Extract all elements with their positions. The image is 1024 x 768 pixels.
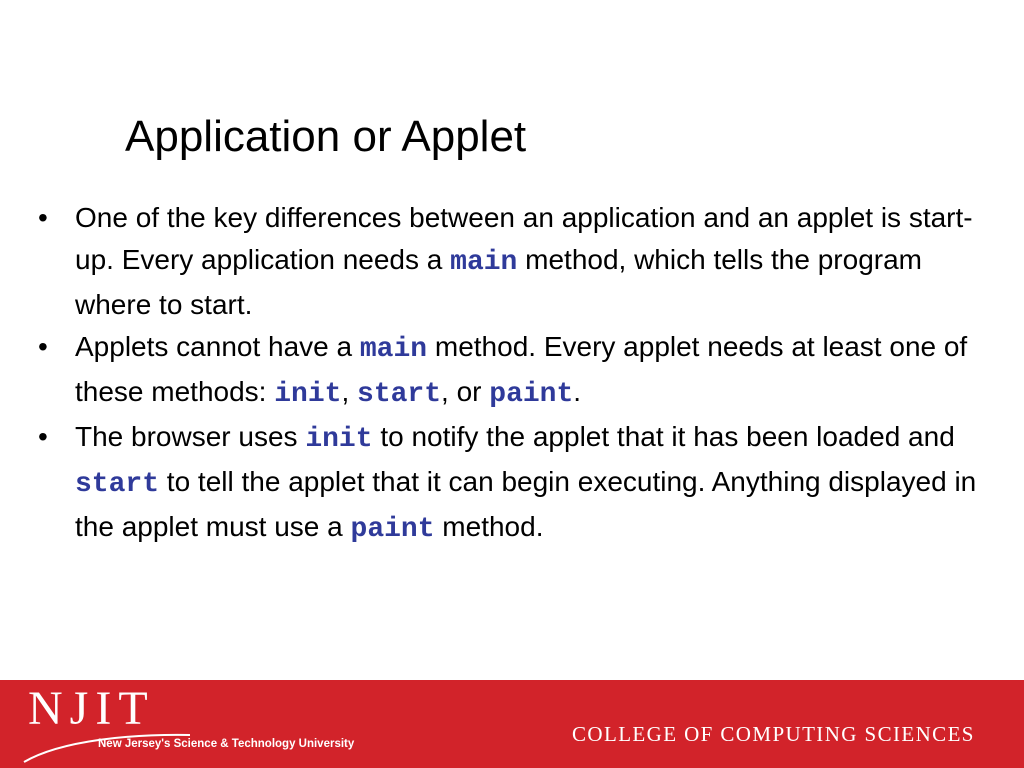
njit-logo: NJIT xyxy=(28,682,155,735)
university-tagline: New Jersey's Science & Technology University xyxy=(98,738,355,750)
bullet-item xyxy=(38,197,988,326)
bullet-list xyxy=(38,197,988,551)
bullet-dot-icon: • xyxy=(38,421,48,452)
bullet-text: The browser uses init to notify the applet that it has been loaded and start to tell the applet that it can begin executing. Anything displayed in the applet must use a paint method. xyxy=(75,421,977,545)
code-keyword-main: main xyxy=(359,334,428,365)
slide-title: Application or Applet xyxy=(125,112,527,161)
code-keyword-init: init xyxy=(305,424,373,455)
college-name: COLLEGE OF COMPUTING SCIENCES xyxy=(572,722,975,746)
bullet-item xyxy=(38,326,988,416)
bullet-dot-icon: • xyxy=(38,331,48,362)
bullet-text: Applets cannot have a main method. Every applet needs at least one of these methods: init, start, or paint. xyxy=(75,331,968,410)
code-keyword-paint: paint xyxy=(350,514,435,545)
code-keyword-main: main xyxy=(450,247,518,278)
bullet-text: One of the key differences between an application and an applet is start-up. Every application needs a main method, which tells the program where to start. xyxy=(75,202,973,320)
footer-banner xyxy=(0,680,1024,768)
bullet-dot-icon: • xyxy=(38,202,48,233)
bullet-item xyxy=(38,416,988,551)
code-keyword-start: start xyxy=(357,379,442,410)
code-keyword-init: init xyxy=(274,379,342,410)
code-keyword-paint: paint xyxy=(489,379,574,410)
code-keyword-start: start xyxy=(75,469,160,500)
